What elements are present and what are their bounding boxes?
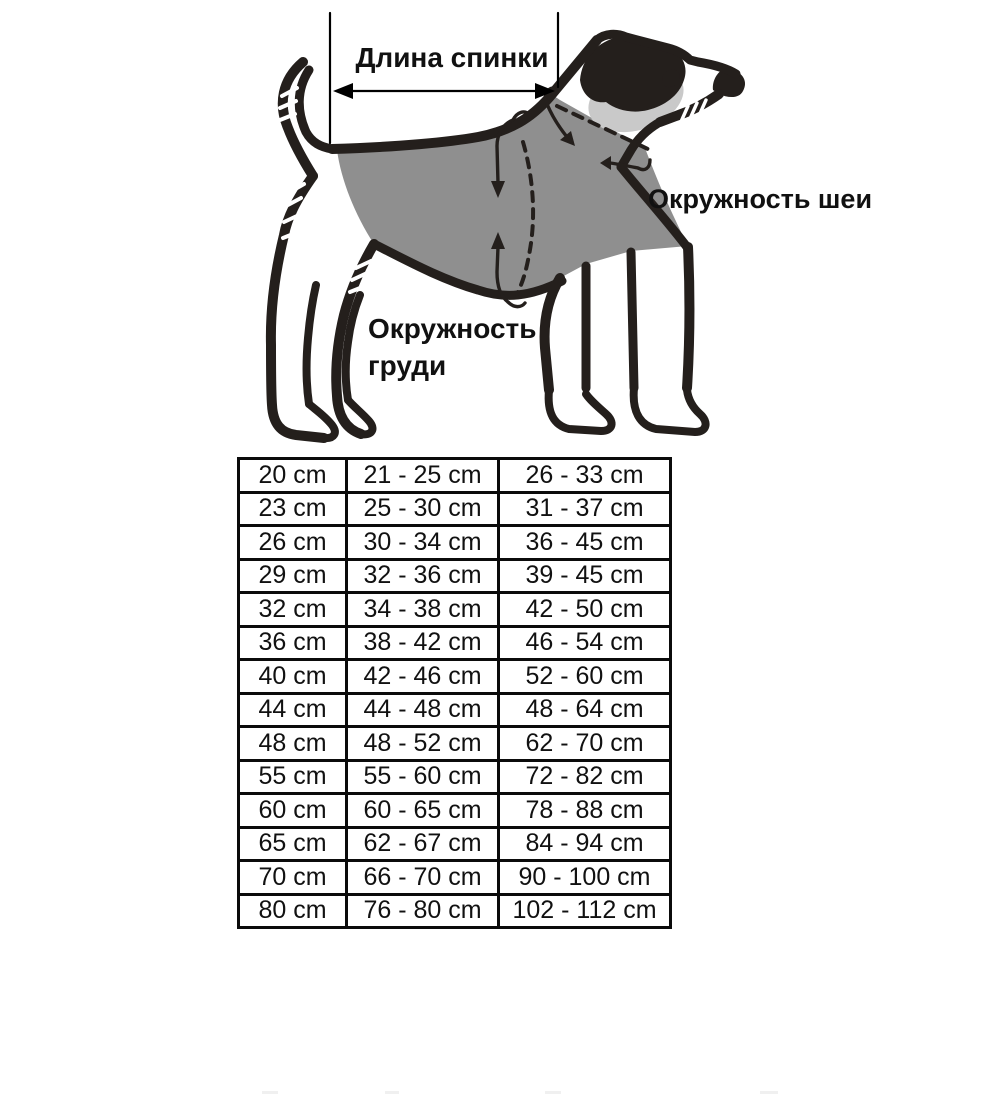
size-cell: 60 - 65 cm — [347, 794, 499, 828]
size-cell: 48 - 52 cm — [347, 727, 499, 761]
size-cell: 48 - 64 cm — [499, 693, 671, 727]
size-cell: 23 cm — [239, 492, 347, 526]
size-cell: 80 cm — [239, 894, 347, 928]
size-cell: 66 - 70 cm — [347, 861, 499, 895]
size-cell: 34 - 38 cm — [347, 593, 499, 627]
table-row — [239, 559, 671, 593]
size-cell: 70 cm — [239, 861, 347, 895]
size-cell: 44 - 48 cm — [347, 693, 499, 727]
size-cell: 42 - 46 cm — [347, 660, 499, 694]
size-cell: 76 - 80 cm — [347, 894, 499, 928]
size-cell: 60 cm — [239, 794, 347, 828]
size-cell: 39 - 45 cm — [499, 559, 671, 593]
table-row — [239, 693, 671, 727]
size-cell: 29 cm — [239, 559, 347, 593]
size-cell: 65 cm — [239, 827, 347, 861]
size-cell: 52 - 60 cm — [499, 660, 671, 694]
table-row — [239, 794, 671, 828]
size-cell: 30 - 34 cm — [347, 526, 499, 560]
table-row — [239, 526, 671, 560]
neck-circumference-label: Окружность шеи — [648, 184, 873, 214]
size-cell: 31 - 37 cm — [499, 492, 671, 526]
table-row — [239, 760, 671, 794]
size-cell: 78 - 88 cm — [499, 794, 671, 828]
size-table — [237, 457, 672, 929]
size-cell: 20 cm — [239, 459, 347, 493]
table-row — [239, 861, 671, 895]
table-row — [239, 492, 671, 526]
size-cell: 38 - 42 cm — [347, 626, 499, 660]
print-smudge — [262, 1091, 278, 1094]
size-cell: 26 cm — [239, 526, 347, 560]
table-row — [239, 660, 671, 694]
size-cell: 26 - 33 cm — [499, 459, 671, 493]
table-row — [239, 827, 671, 861]
table-row — [239, 727, 671, 761]
size-cell: 42 - 50 cm — [499, 593, 671, 627]
print-smudge — [385, 1091, 399, 1094]
size-cell: 44 cm — [239, 693, 347, 727]
size-cell: 62 - 67 cm — [347, 827, 499, 861]
table-row — [239, 626, 671, 660]
size-cell: 55 - 60 cm — [347, 760, 499, 794]
size-cell: 40 cm — [239, 660, 347, 694]
size-cell: 32 - 36 cm — [347, 559, 499, 593]
size-cell: 32 cm — [239, 593, 347, 627]
table-row — [239, 459, 671, 493]
size-table-wrap — [237, 457, 672, 929]
size-cell: 21 - 25 cm — [347, 459, 499, 493]
size-cell: 36 - 45 cm — [499, 526, 671, 560]
size-cell: 62 - 70 cm — [499, 727, 671, 761]
print-smudge — [545, 1091, 561, 1094]
size-cell: 72 - 82 cm — [499, 760, 671, 794]
print-smudge — [760, 1091, 778, 1094]
dog-front-leg-far — [631, 252, 634, 388]
back-length-label: Длина спинки — [355, 42, 549, 73]
chest-circumference-label: Окружность груди — [368, 313, 537, 381]
size-cell: 48 cm — [239, 727, 347, 761]
size-cell: 90 - 100 cm — [499, 861, 671, 895]
size-cell: 36 cm — [239, 626, 347, 660]
size-cell: 55 cm — [239, 760, 347, 794]
size-cell: 25 - 30 cm — [347, 492, 499, 526]
table-row — [239, 593, 671, 627]
dog-front-leg-near — [545, 278, 560, 390]
size-cell: 46 - 54 cm — [499, 626, 671, 660]
size-cell: 84 - 94 cm — [499, 827, 671, 861]
table-row — [239, 894, 671, 928]
size-cell: 102 - 112 cm — [499, 894, 671, 928]
